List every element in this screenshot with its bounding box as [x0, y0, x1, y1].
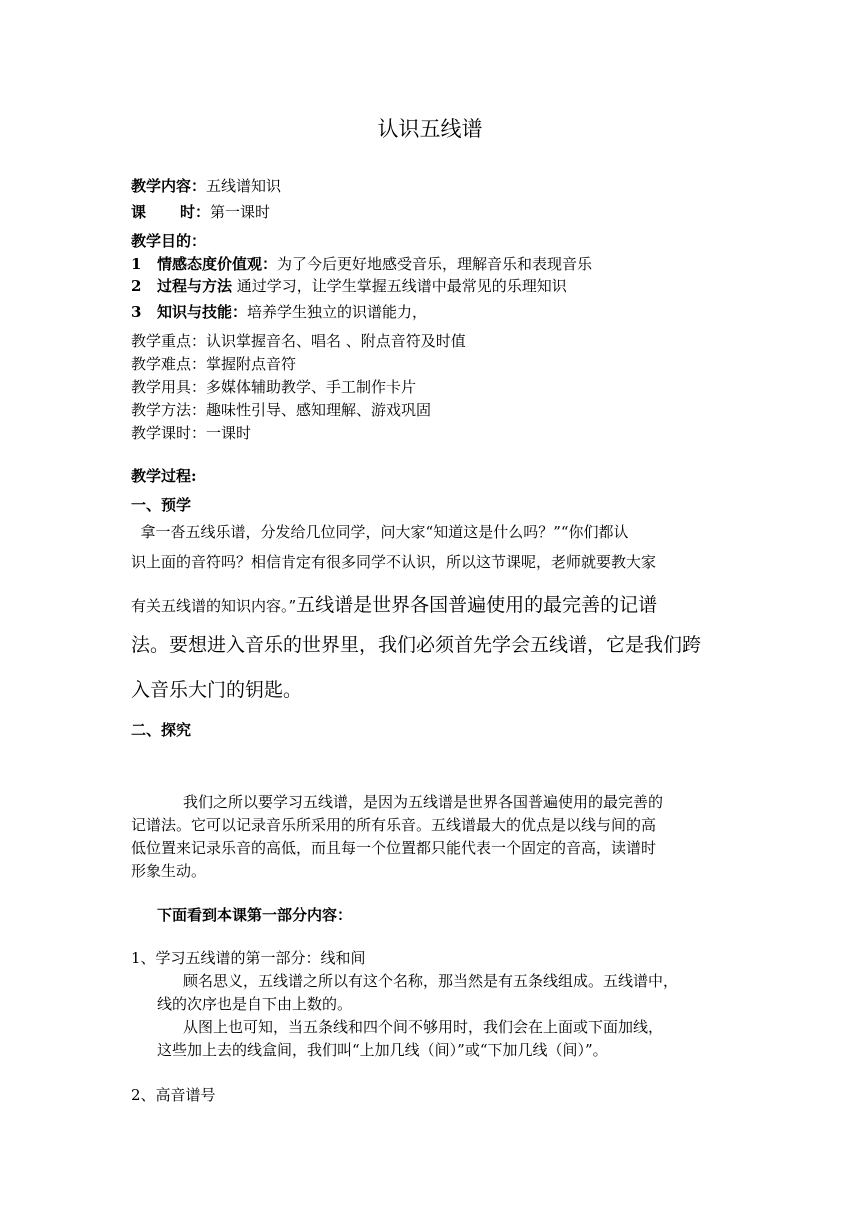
info-line: 教学课时：一课时 [131, 424, 252, 442]
teaching-content-label: 教学内容： [131, 177, 207, 195]
explore-paragraph-line: 低位置来记录乐音的高低，而且每一个位置都只能代表一个固定的音高，读谱时 [131, 839, 657, 857]
prestudy-paragraph-line: 识上面的音符吗？相信肯定有很多同学不认识，所以这节课呢，老师就要教大家 [131, 553, 657, 571]
item-paragraph-line: 线的次序也是自下由上数的。 [157, 995, 353, 1013]
teaching-goals-heading: 教学目的： [131, 232, 207, 250]
prestudy-paragraph-line: 入音乐大门的钥匙。 [131, 679, 303, 701]
goal-label: 过程与方法 [157, 277, 233, 295]
class-period-label-a: 课 [131, 203, 147, 221]
class-period-line [131, 202, 270, 222]
goal-text: 通过学习，让学生掌握五线谱中最常见的乐理知识 [232, 277, 567, 295]
prestudy-paragraph-line [131, 592, 657, 618]
document-title: 认识五线谱 [377, 117, 483, 141]
item-title: 2、高音谱号 [131, 1086, 216, 1104]
info-line: 教学方法：趣味性引导、感知理解、游戏巩固 [131, 401, 432, 419]
prestudy-paragraph-line: 法。要想进入音乐的世界里，我们必须首先学会五线谱，它是我们跨 [131, 634, 702, 656]
explore-paragraph-line: 我们之所以要学习五线谱，是因为五线谱是世界各国普遍使用的最完善的 [183, 793, 664, 811]
explore-paragraph-line: 记谱法。它可以记录音乐所采用的所有乐音。五线谱最大的优点是以线与间的高 [131, 816, 657, 834]
prestudy-paragraph-line: 拿一沓五线乐谱，分发给几位同学，问大家“知道这是什么吗？”“你们都认 [131, 523, 629, 541]
info-line: 教学重点：认识掌握音名、唱名 、附点音符及时值 [131, 332, 466, 350]
item-paragraph-line: 这些加上去的线盒间，我们叫“上加几线（间）”或“下加几线（间）”。 [157, 1041, 608, 1059]
process-heading: 教学过程: [131, 467, 197, 485]
prestudy-quote-end: 有关五线谱的知识内容。” [131, 597, 297, 615]
goal-text: 培养学生独立的识谱能力， [247, 303, 428, 321]
section-heading-explore: 二、探究 [131, 721, 192, 739]
goal-number: 3 [131, 303, 142, 321]
goal-label: 情感态度价值观： [157, 255, 278, 273]
teaching-content-line [131, 176, 281, 196]
part-heading: 下面看到本课第一部分内容： [157, 906, 353, 924]
goal-number: 1 [131, 255, 142, 273]
item-paragraph-line: 顾名思义，五线谱之所以有这个名称，那当然是有五条线组成。五线谱中， [183, 972, 679, 990]
item-paragraph-line: 从图上也可知，当五条线和四个间不够用时，我们会在上面或下面加线， [183, 1018, 664, 1036]
explore-paragraph-line: 形象生动。 [131, 862, 207, 880]
prestudy-emphasis: 五线谱是世界各国普遍使用的最完善的记谱 [296, 594, 658, 616]
info-line: 教学难点：掌握附点音符 [131, 355, 297, 373]
goal-item [131, 276, 567, 296]
goal-text: 为了今后更好地感受音乐，理解音乐和表现音乐 [277, 255, 593, 273]
teaching-content-value: 五线谱知识 [206, 177, 282, 195]
section-heading-prestudy: 一、预学 [131, 496, 192, 514]
class-period-value: 第一课时 [210, 203, 271, 221]
item-title: 1、学习五线谱的第一部分：线和间 [131, 949, 366, 967]
info-line: 教学用具：多媒体辅助教学、手工制作卡片 [131, 378, 417, 396]
goal-item [131, 254, 592, 274]
goal-label: 知识与技能： [157, 303, 248, 321]
class-period-label-b: 时： [180, 203, 211, 221]
goal-number: 2 [131, 277, 142, 295]
goal-item [131, 302, 427, 322]
